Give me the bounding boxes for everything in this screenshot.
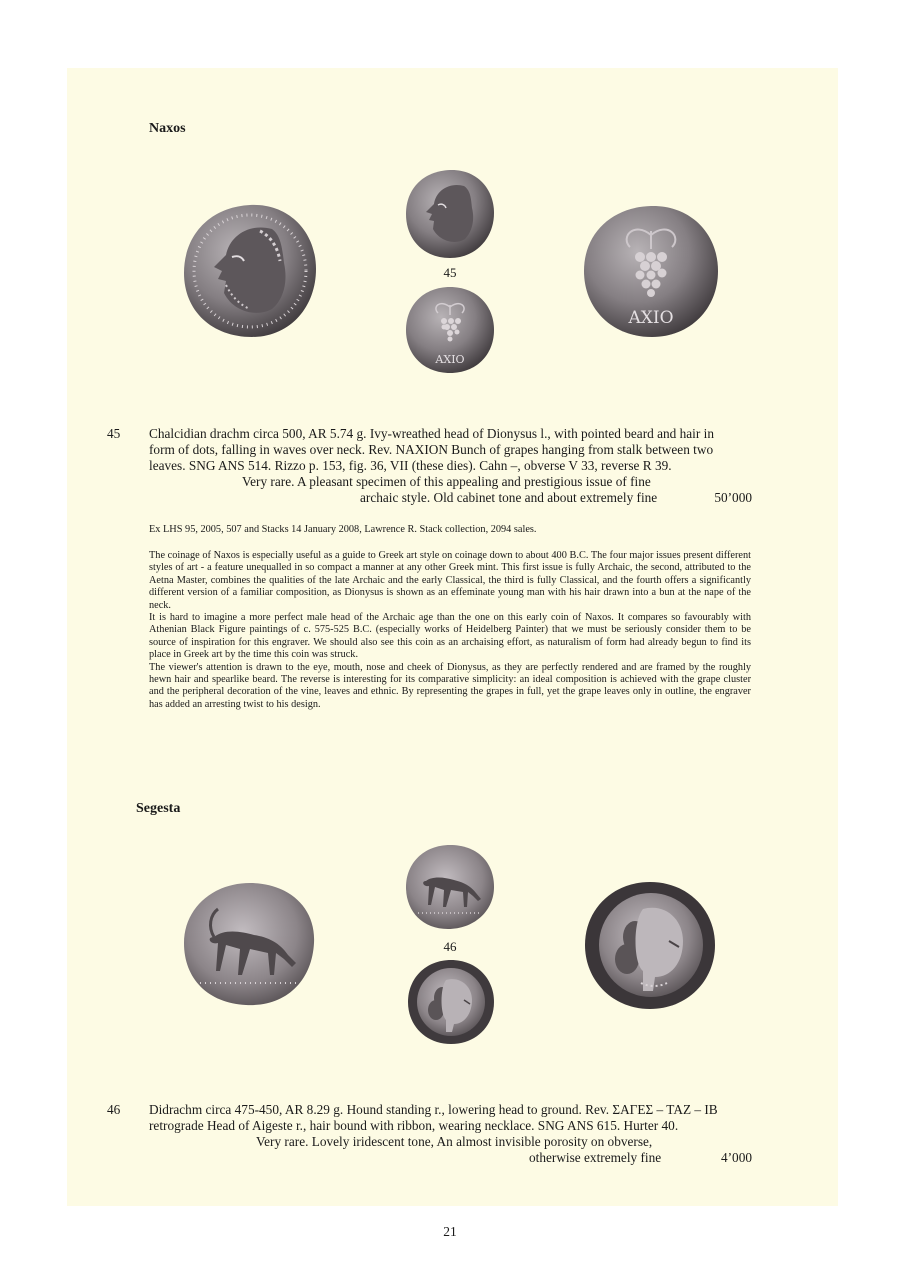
section-heading-naxos: Naxos — [149, 121, 186, 136]
coin-image-naxos-obverse-small — [404, 168, 496, 260]
description-line: leaves. SNG ANS 514. Rizzo p. 153, fig. 36, VII (these dies). Cahn –, obverse V 33, reverse R 39. — [149, 458, 672, 473]
lot-number-label: 45 — [443, 265, 457, 280]
coin-image-segesta-reverse-small — [406, 958, 496, 1046]
page-number: 21 — [443, 1224, 457, 1239]
svg-text:ΑΧΙΟ: ΑΧΙΟ — [435, 353, 465, 366]
lot-description — [149, 1102, 753, 1134]
condition-line: Very rare. Lovely iridescent tone, An almost invisible porosity on obverse, — [256, 1134, 653, 1149]
commentary-paragraph: It is hard to imagine a more perfect male head of the Archaic age than the one on this early coin of Naxos. It compares so favourably with Athenian Black Figure paintings of c. 575-525 B.C. (especially works of Heidelberg Painter) that we must be seriously consider them to be source of inspiration for this engraver. We should also see this coin as an archaising effort, as naturalism of form had already begun to find its place in Greek art by the time this coin was struck. — [149, 612, 751, 661]
provenance: Ex LHS 95, 2005, 507 and Stacks 14 January 2008, Lawrence R. Stack collection, 2094 sales. — [149, 524, 537, 535]
coin-image-segesta-reverse-large — [583, 879, 717, 1011]
commentary-paragraph: The coinage of Naxos is especially useful as a guide to Greek art style on coinage down to about 400 B.C. The four major issues present different styles of art - a feature unequalled in so compact a manner at any other Greek mint. This first issue is fully Archaic, the second, attributed to the Aetna Master, combines the qualities of the late Archaic and the early Classical, the third is fully Classical, and the fourth offers a significantly different version of a familiar composition, as Dionysus is shown as an effeminate young man with his hair drawn into a bun at the nape of the neck. — [149, 550, 751, 611]
coin-image-naxos-reverse-small — [404, 285, 496, 375]
estimate-price: 50’000 — [714, 490, 752, 505]
condition-line: archaic style. Old cabinet tone and about extremely fine — [360, 490, 658, 505]
lot-number: 45 — [107, 426, 121, 441]
condition-line: otherwise extremely fine — [529, 1150, 662, 1165]
coin-image-naxos-reverse-large — [582, 203, 720, 339]
coin-image-naxos-obverse-large — [180, 201, 320, 341]
condition-line: Very rare. A pleasant specimen of this appealing and prestigious issue of fine — [242, 474, 651, 489]
section-heading-segesta: Segesta — [136, 801, 181, 816]
description-line: form of dots, falling in waves over neck. Rev. NAXION Bunch of grapes hanging from stalk between two — [149, 442, 714, 457]
svg-text:ΑΧΙΟ: ΑΧΙΟ — [628, 308, 674, 328]
lot-number-label: 46 — [443, 939, 457, 954]
lot-number: 46 — [107, 1102, 121, 1117]
description-line: retrograde Head of Aigeste r., hair bound with ribbon, wearing necklace. SNG ANS 615. Hurter 40. — [149, 1118, 679, 1133]
commentary-paragraph: The viewer's attention is drawn to the eye, mouth, nose and cheek of Dionysus, as they are perfectly rendered and are framed by the roughly hewn hair and spearlike beard. The reverse is interesting for its comparative simplicity: an ideal composition is achieved with the grape cluster and the peripheral decoration of the vine, leaves and ethnic. By representing the grapes in full, yet the grape leaves only in outline, the engraver has added an arresting twist to his design. — [149, 661, 751, 710]
estimate-price: 4’000 — [720, 1150, 752, 1165]
lot-description — [149, 426, 753, 474]
description-line: Chalcidian drachm circa 500, AR 5.74 g. Ivy-wreathed head of Dionysus l., with pointed beard and hair in — [149, 426, 714, 441]
description-line: Didrachm circa 475-450, AR 8.29 g. Hound standing r., lowering head to ground. Rev. ΣΑΓΕΣ – ΤΑΖ – ΙΒ — [149, 1102, 718, 1117]
commentary — [149, 550, 751, 711]
coin-image-segesta-obverse-large — [180, 879, 318, 1009]
coin-image-segesta-obverse-small — [404, 843, 496, 931]
